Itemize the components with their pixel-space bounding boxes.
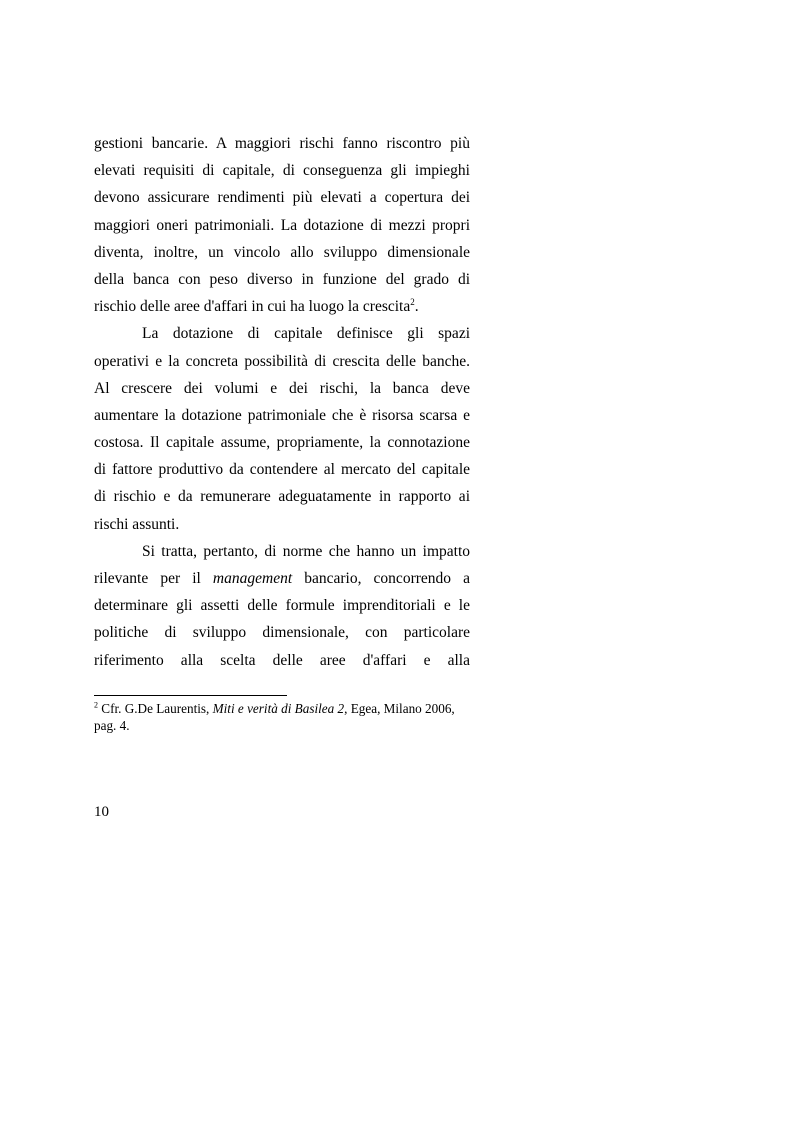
text-line: determinare gli assetti delle formule imprenditoriali e le xyxy=(94,597,470,615)
footnote-divider xyxy=(94,695,287,696)
footnote xyxy=(94,701,470,734)
text-line: di rischio e da remunerare adeguatamente in rapporto ai xyxy=(94,488,470,506)
text-fragment: rilevante per il xyxy=(94,570,213,587)
text-line: devono assicurare rendimenti più elevati a copertura dei xyxy=(94,189,470,207)
text-fragment: , Egea, Milano 2006, xyxy=(344,701,455,716)
text-line: diventa, inoltre, un vincolo allo sviluppo dimensionale xyxy=(94,243,470,261)
text-line: La dotazione di capitale definisce gli spazi xyxy=(142,325,470,343)
text-fragment: . xyxy=(414,298,419,316)
footnote-line: pag. 4. xyxy=(94,717,130,733)
emphasized-term: management xyxy=(212,570,293,587)
text-line: aumentare la dotazione patrimoniale che è risorsa scarsa e xyxy=(94,406,470,424)
text-line: elevati requisiti di capitale, di conseguenza gli impieghi xyxy=(94,162,470,180)
text-fragment: rischio delle aree d'affari in cui ha luogo la crescita xyxy=(94,298,411,316)
footnote-reference[interactable]: 2 xyxy=(410,296,415,307)
text-line: riferimento alla scelta delle aree d'affari e alla xyxy=(94,651,470,669)
text-line: gestioni bancarie. A maggiori rischi fanno riscontro più xyxy=(94,135,470,152)
text-line: maggiori oneri patrimoniali. La dotazione di mezzi propri xyxy=(94,216,470,234)
text-line: Si tratta, pertanto, di norme che hanno un impatto xyxy=(142,542,470,560)
text-line: operativi e la concreta possibilità di crescita delle banche. xyxy=(94,352,470,370)
text-line: Al crescere dei volumi e dei rischi, la banca deve xyxy=(94,379,470,397)
text-line xyxy=(94,565,470,592)
body-text xyxy=(94,130,470,674)
text-line: di fattore produttivo da contendere al mercato del capitale xyxy=(94,461,470,479)
cited-title: Miti e verità di Basilea 2 xyxy=(212,701,345,716)
text-fragment: Cfr. G.De Laurentis, xyxy=(98,701,213,716)
text-line: rischi assunti. xyxy=(94,515,180,533)
footnote-number: 2 xyxy=(94,700,98,710)
text-line: costosa. Il capitale assume, propriamente, la connotazione xyxy=(94,434,470,452)
text-line: della banca con peso diverso in funzione del grado di xyxy=(94,270,470,288)
footnote-line xyxy=(94,701,470,718)
page-number: 10 xyxy=(94,804,109,820)
text-line: politiche di sviluppo dimensionale, con particolare xyxy=(94,624,470,642)
text-fragment: bancario, concorrendo a xyxy=(292,570,470,587)
text-line xyxy=(94,293,470,320)
